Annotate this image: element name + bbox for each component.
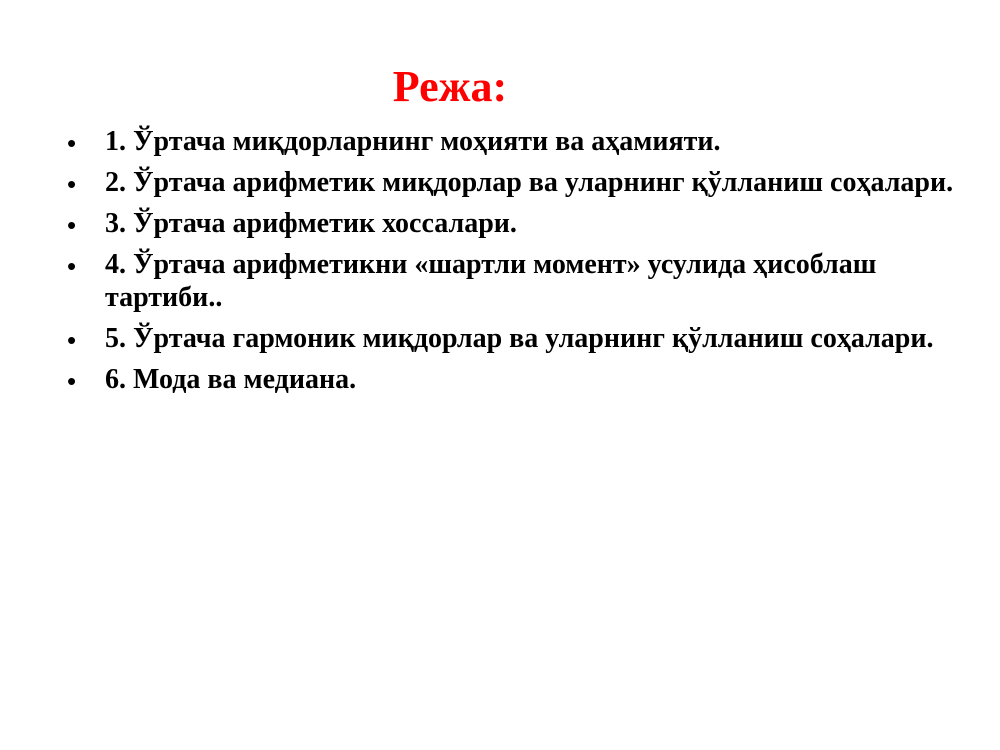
list-item-text: 1. Ўртача миқдорларнинг моҳияти ва аҳамияти. bbox=[105, 126, 721, 157]
slide-title: Режа: bbox=[392, 62, 508, 111]
list-item bbox=[63, 248, 963, 314]
bullet-icon: • bbox=[67, 251, 77, 281]
list-item bbox=[63, 166, 963, 199]
list-item bbox=[63, 322, 963, 355]
list-item-text: 5. Ўртача гармоник миқдорлар ва уларнинг қўлланиш соҳалари. bbox=[105, 323, 934, 354]
bullet-icon: • bbox=[67, 210, 77, 240]
list-item bbox=[63, 125, 963, 158]
list-item-text: 4. Ўртача арифметикни «шартли момент» усулида ҳисоблаш тартиби.. bbox=[105, 249, 877, 313]
bullet-icon: • bbox=[67, 366, 77, 396]
list-item-text: 6. Мода ва медиана. bbox=[105, 364, 357, 395]
list-item-text: 3. Ўртача арифметик хоссалари. bbox=[105, 208, 517, 239]
list-item bbox=[63, 363, 963, 396]
bullet-icon: • bbox=[67, 128, 77, 158]
bullet-icon: • bbox=[67, 325, 77, 355]
list-item bbox=[63, 207, 963, 240]
list-item-text: 2. Ўртача арифметик миқдорлар ва уларнинг қўлланиш соҳалари. bbox=[105, 167, 954, 198]
bullet-icon: • bbox=[67, 169, 77, 199]
outline-list bbox=[63, 125, 963, 404]
